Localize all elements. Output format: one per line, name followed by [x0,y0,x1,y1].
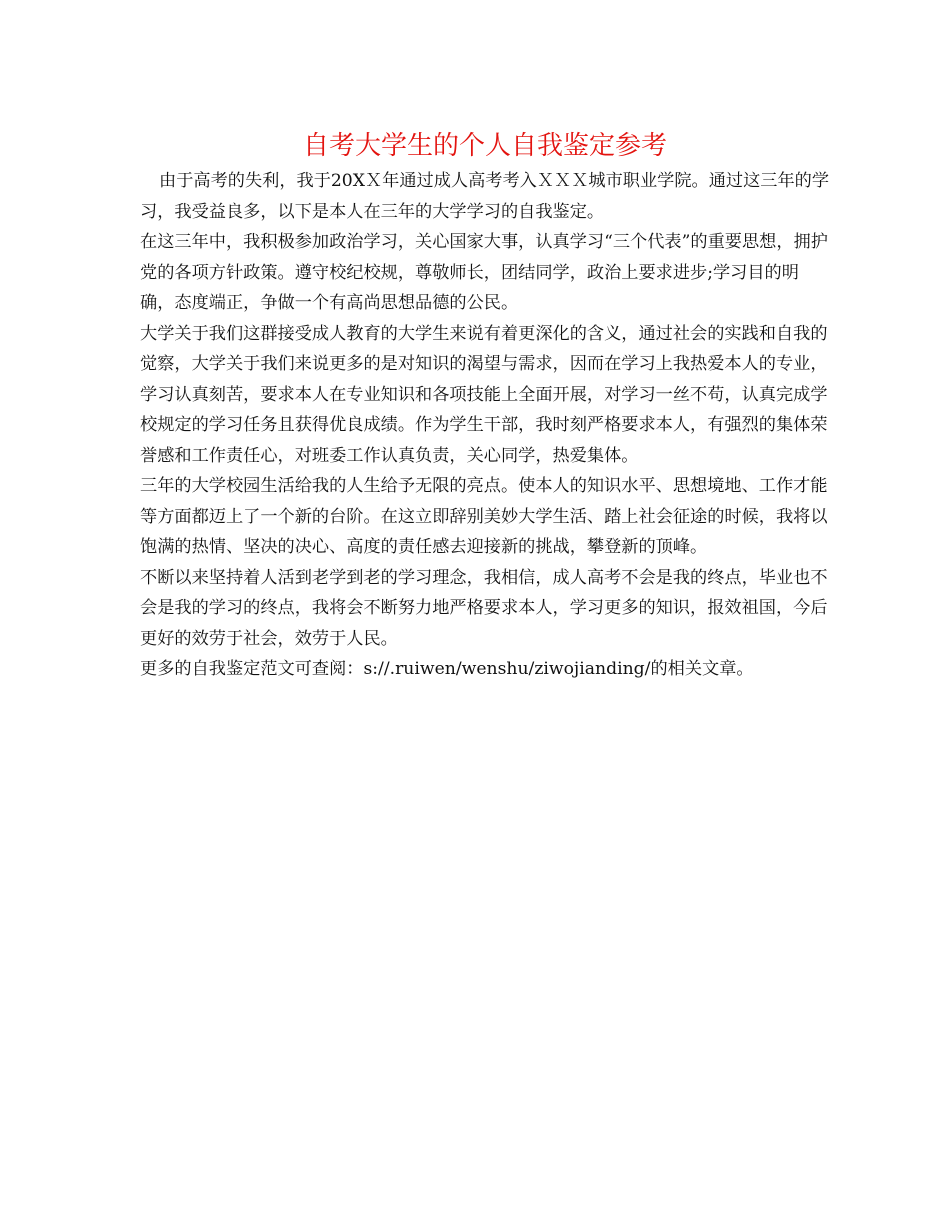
paragraph-study: 大学关于我们这群接受成人教育的大学生来说有着更深化的含义，通过社会的实践和自我的觉察，大学关于我们来说更多的是对知识的渴望与需求，因而在学习上我热爱本人的专业，学习认真刻苦，要求本人在专业知识和各项技能上全面开展，对学习一丝不苟，认真完成学校规定的学习任务且获得优良成绩。作为学生干部，我时刻严格要求本人，有强烈的集体荣誉感和工作责任心，对班委工作认真负责，关心同学，热爱集体。 [140,323,828,466]
paragraph-more-reference: 更多的自我鉴定范文可查阅：s://.ruiwen/wenshu/ziwojianding/的相关文章。 [140,659,754,679]
document-title: 自考大学生的个人自我鉴定参考 [302,131,667,161]
paragraph-intro: 由于高考的失利，我于20XＸ年通过成人高考考入ＸＸＸ城市职业学院。通过这三年的学习，我受益良多，以下是本人在三年的大学学习的自我鉴定。 [140,171,830,222]
paragraph-politics: 在这三年中，我积极参加政治学习，关心国家大事，认真学习“三个代表”的重要思想，拥护党的各项方针政策。遵守校纪校规，尊敬师长，团结同学，政治上要求进步;学习目的明确，态度端正，争做一个有高尚思想品德的公民。 [140,232,828,313]
paragraph-lifelong-learning: 不断以来坚持着人活到老学到老的学习理念，我相信，成人高考不会是我的终点，毕业也不会是我的学习的终点，我将会不断努力地严格要求本人，学习更多的知识，报效祖国，今后更好的效劳于社会，效劳于人民。 [140,567,828,649]
paragraph-campus-life: 三年的大学校园生活给我的人生给予无限的亮点。使本人的知识水平、思想境地、工作才能等方面都迈上了一个新的台阶。在这立即辞别美妙大学生活、踏上社会征途的时候，我将以饱满的热情、坚决的决心、高度的责任感去迎接新的挑战，攀登新的顶峰。 [140,476,828,557]
document-page [140,126,830,685]
